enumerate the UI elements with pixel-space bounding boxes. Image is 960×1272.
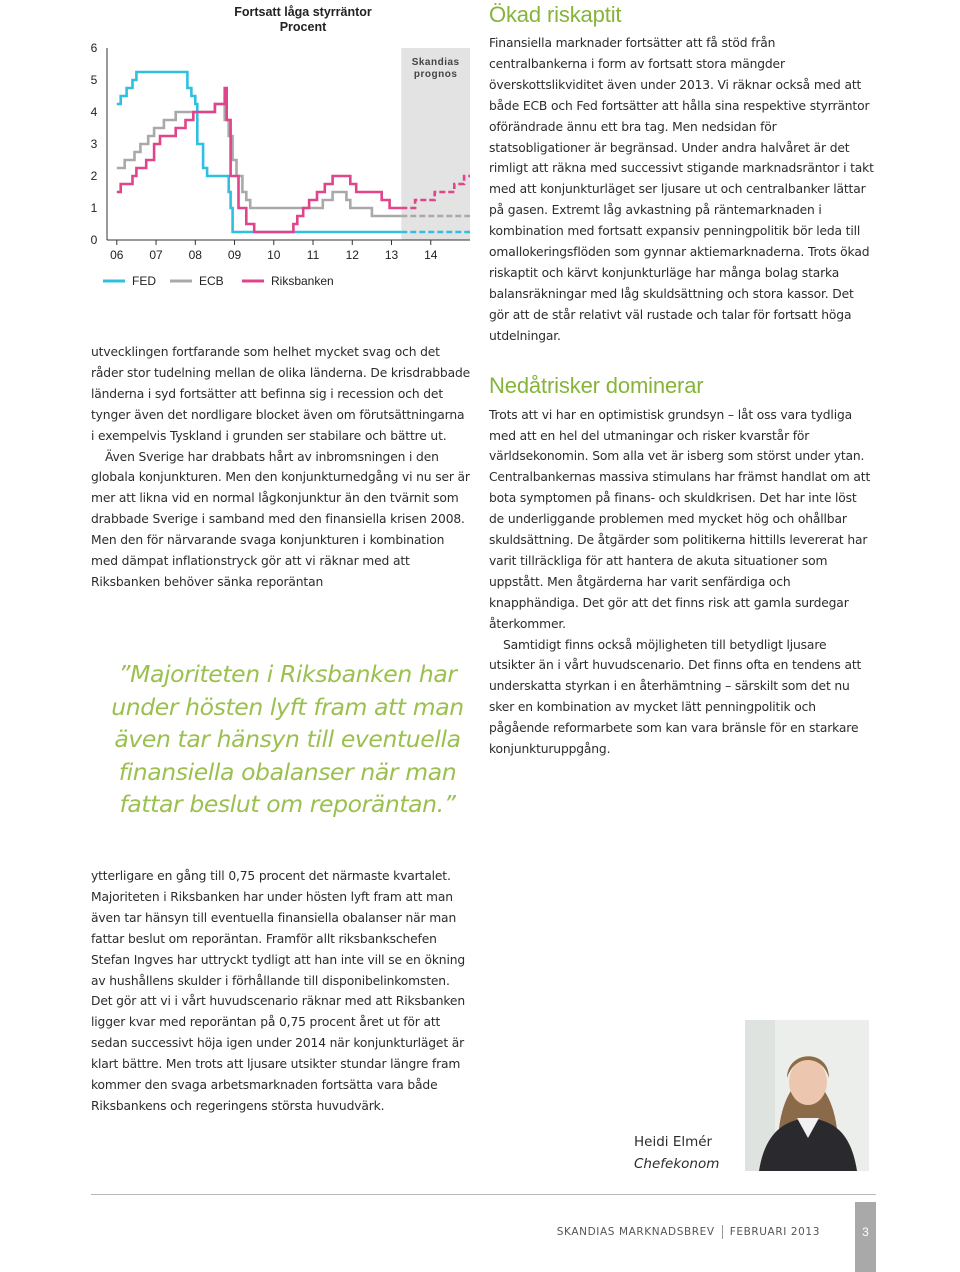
footer-divider [91,1194,876,1195]
paragraph: ytterligare en gång till 0,75 procent det närmaste kvartalet. Majoriteten i Riksbanken har under hösten lyft fram att man även tar hänsyn till eventuella finansiella obalanser när man fattar beslut om reporäntan. Framför allt riksbankschefen Stefan Ingves har uttryckt tydligt att han inte vill se en ökning av hushållens skulder i förhållande till disponibelinkomsten. Det gör att vi i vårt huvudscenario räknar med att Riksbanken ligger kvar med reporäntan på 0,75 procent året ut för att sedan successivt höja igen under 2014 när konjunkturläget är klart bättre. Men trots att ljusare utsikter stundar längre fram kommer den svaga arbetsmarknaden fortsätta vara både Riksbankens och regeringens största huvudvärk. [91,869,466,1113]
left-column-bottom [91,866,471,1117]
forecast-label: prognos [413,69,458,80]
x-tick-label: 10 [267,248,281,262]
footer-issue: FEBRUARI 2013 [729,1226,820,1238]
rate-chart-svg [80,0,480,300]
x-tick-label: 14 [424,248,438,262]
footer [557,1225,820,1239]
paragraph: Även Sverige har drabbats hårt av inbromsningen i den globala konjunkturen. Men den konjunkturnedgång vi nu ser är mer att likna vid en normal lågkonjunktur än den tvärnit som drabbade Sverige i samband med den finansiella krisen 2008. Men den för närvarande svaga konjunkturen i kombination med dämpat inflationstryck gör att vi räknar med att Riksbanken behöver sänka reporäntan [91,449,470,589]
x-tick-label: 07 [149,248,163,262]
author-role: Chefekonom [634,1156,720,1172]
y-tick-label: 3 [90,137,98,151]
footer-publication: SKANDIAS MARKNADSBREV [556,1226,715,1238]
series-line-ecb [117,104,402,216]
y-tick-label: 6 [90,41,98,55]
x-tick-label: 06 [110,248,124,262]
chart-title: Fortsatt låga styrräntor [234,5,372,19]
footer-separator [722,1225,723,1239]
right-column [489,0,874,760]
author-photo [745,1020,869,1171]
x-tick-label: 13 [384,248,399,262]
chart-subtitle: Procent [279,20,327,34]
paragraph: Finansiella marknader fortsätter att få stöd från centralbankerna i form av fortsatt stora mängder överskottslikviditet även under 2013. Vi räknar också med att både ECB och Fed fortsätter att hålla sina respektive styrräntor oförändrade ännu ett bra tag. Men nedsidan för statsobligationer är begränsad. Under andra halvåret är det rimligt att räkna med successivt stigande marknadsräntor i takt med att konjunkturläget ser ljusare ut och centralbanker lättar på gasen. Extremt låg avkastning på räntemarknaden i kombination med fortsatt expansiv penningpolitik bör leda till omallokeringsflöden som gynnar aktiemarknaderna. Trots ökad riskaptit och kärvt konjunkturläge har många bolag starka balansräkningar med låg skuldsättning och stora kassor. Det gör att de står relativt väl rustade och talar för fortsatt höga utdelningar. [489,36,874,343]
y-tick-label: 5 [90,73,98,87]
y-tick-label: 2 [90,169,98,183]
y-tick-label: 4 [90,105,98,119]
y-tick-label: 1 [90,201,98,215]
section-heading-nedatrisker: Nedåtrisker dominerar [489,372,704,398]
x-tick-label: 12 [345,248,359,262]
rate-chart [80,0,480,300]
forecast-label: Skandias [411,57,460,68]
legend-label: FED [132,274,156,288]
paragraph: utvecklingen fortfarande som helhet mycket svag och det råder stor tudelning mellan de olika länderna. De krisdrabbade länderna i syd fortsätter att befinna sig i recession och det tynger även det nordligare blocket även om förutsättningarna i exempelvis Tyskland i grunden ser stabilare och bättre ut. [91,345,471,443]
section-heading-riskaptit: Ökad riskaptit [489,2,622,27]
x-tick-label: 11 [306,248,320,262]
x-tick-label: 08 [188,248,202,262]
left-column-top [91,342,471,593]
series-line-riksbanken [117,88,402,232]
author-name: Heidi Elmér [634,1134,713,1150]
portrait-image [745,1020,869,1171]
legend-label: ECB [199,274,224,288]
x-tick-label: 09 [227,248,242,262]
page-number: 3 [855,1202,876,1272]
pull-quote: ”Majoriteten i Riksbanken har under hösten lyft fram att man även tar hänsyn till eventuella finansiella obalanser när man fattar beslut om reporäntan.” [111,660,464,818]
y-tick-label: 0 [90,233,98,247]
legend-label: Riksbanken [271,274,334,288]
paragraph: Trots att vi har en optimistisk grundsyn – låt oss vara tydliga med att en hel del utmaningar och risker kvarstår för världsekonomin. Som alla vet är isberg som störst under ytan. Centralbankernas massiva stimulans har främst handlat om att bota symptomen på finans- och skuldkrisen. Det har inte löst de underliggande problemen med mycket hög och ohållbar skuldsättning. De åtgärder som politikerna hittills levererat har varit tillräckliga för att hantera de akuta situationer som uppstått. Men åtgärderna har varit senfärdiga och knapphändiga. Det gör att det finns risk att gamla surdegar återkommer. [489,407,871,631]
paragraph: Samtidigt finns också möjligheten till betydligt ljusare utsikter än i vårt huvudscenario. Det finns ofta en tendens att underskatta styrkan i en återhämtning – särskilt som det nu sker en kombination av mycket lätt penningpolitik och pågående reformarbete som kan vara bränsle för en starkare konjunkturuppgång. [489,637,862,757]
chart-title-block [223,5,383,35]
